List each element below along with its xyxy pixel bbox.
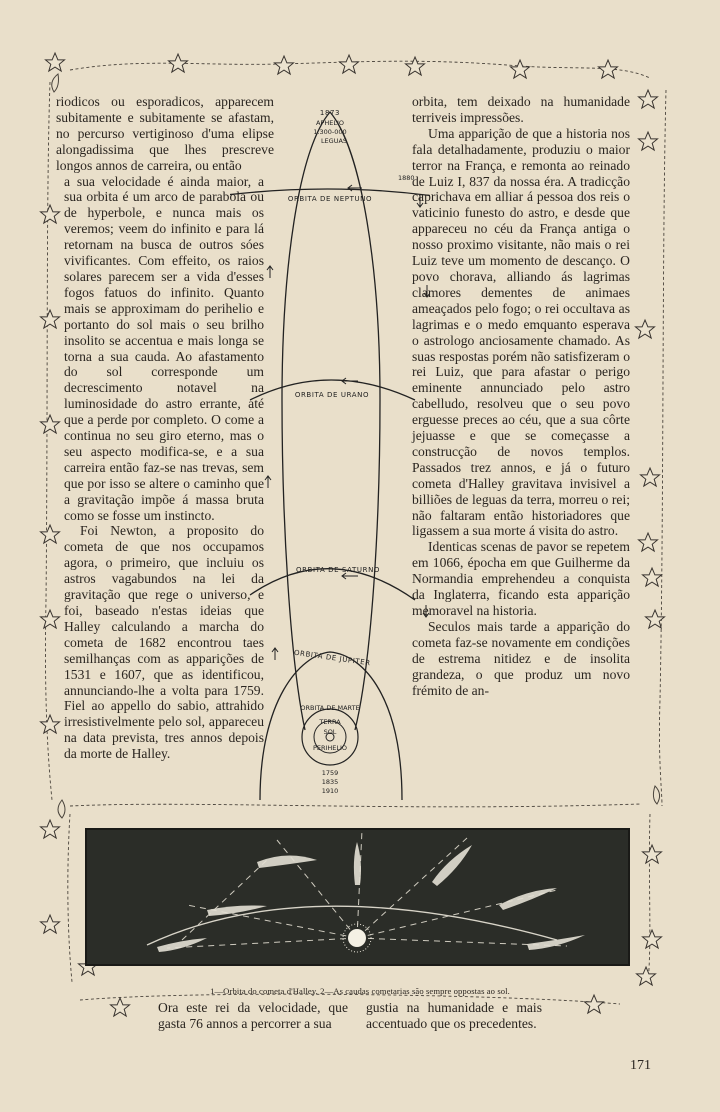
aphelion-year-label: 1873 bbox=[319, 109, 341, 117]
perihelion-label: PERIHELIO bbox=[312, 744, 348, 752]
sun-label: SOL bbox=[323, 728, 337, 736]
uranus-orbit-label: ORBITA DE URANO bbox=[294, 391, 370, 399]
right-text-column bbox=[412, 94, 630, 698]
figure-caption: 1—Orbita do cometa d'Halley. 2—As caudas cometarias são sempre oppostas ao sol. bbox=[210, 986, 510, 996]
bottom-left-text: Ora este rei da velocidade, que gasta 76 annos a percorrer a sua bbox=[158, 1000, 348, 1031]
comet-tails-illustration bbox=[85, 828, 630, 966]
halley-orbit-diagram bbox=[230, 100, 430, 820]
left-paragraph-1: riodicos ou esporadicos, apparecem subitamente e subitamente se afastam, no percurso vertiginoso d'uma elipse alongadissima que lhes prescreve longos annos de carreira, ou então bbox=[56, 94, 274, 173]
aphelion-distance-label: 1.300-000 bbox=[313, 128, 347, 136]
aphelion-unit-label: LEGUAS bbox=[320, 137, 348, 145]
mars-orbit-label: ORBITA DE MARTE bbox=[300, 704, 360, 712]
bottom-right-text: gustia na humanidade e mais accentuado que os precedentes. bbox=[366, 1000, 542, 1031]
comet-orbit-ellipse bbox=[282, 112, 380, 730]
jupiter-orbit-label: ORBITA DE JUPITER bbox=[293, 648, 372, 668]
perihelion-year-1: 1759 bbox=[321, 769, 339, 777]
year-1880-label: 1880 bbox=[398, 174, 415, 182]
perihelion-year-3: 1910 bbox=[321, 787, 339, 795]
aphelion-label: APHELIO bbox=[315, 119, 345, 127]
right-paragraph-3: Identicas scenas de pavor se repetem em 1066, épocha em que Guilherme da Normandia emprehendeu a conquista da Inglaterra, ficando esta apparição memoravel na historia. bbox=[412, 539, 630, 618]
neptune-orbit-label: ORBITA DE NEPTUNO bbox=[287, 195, 373, 203]
page-number: 171 bbox=[630, 1058, 651, 1073]
earth-label: TERRA bbox=[319, 718, 341, 726]
right-paragraph-4: Seculos mais tarde a apparição do cometa faz-se novamente em condições de estrema nitidez e de insolita grandeza, o que produz um novo frémito de an- bbox=[412, 618, 630, 698]
saturn-orbit-label: ORBITA DE SATURNO bbox=[295, 566, 381, 574]
perihelion-year-2: 1835 bbox=[321, 778, 339, 786]
right-paragraph-1: orbita, tem deixado na humanidade terriveis impressões. bbox=[412, 94, 630, 125]
right-paragraph-2: Uma apparição de que a historia nos fala detalhadamente, produziu o maior terror na França, e remonta ao reinado de Luiz I, 837 da nossa éra. A tradicção caprichava em alliar á pessoa dos reis o vaticinio funesto do astro, e desde que appareceu no céu da França antiga o nosso proximo visitante, não mais o rei Luiz teve um momento de descanço. O povo chorava, alliando ás lagrimas clamores dementes de animaes ameaçados pelo fogo; o rei occultava as lagrimas e o medo emquanto esperava o astrologo anciosamente chamado. As suas respostas porém não satisfizeram o rei Luiz, que para afastar o perigo eminente annunciado pelo astro cabelludo, resolveu que o seu povo erguesse preces ao céu, que a sua côrte jejuasse e que se começasse a construcção de novos templos. Passados trez annos, e já o futuro cometa d'Halley gravitava invisivel a billiões de leguas da terra, morreu o rei; não faltaram então historiadores que ligassem a sua morte á visita do astro. bbox=[412, 125, 630, 539]
left-paragraph-3: Foi Newton, a proposito do cometa de que nos occupamos agora, o primeiro, que incluiu os astros vagabundos na lei da gravitação que rege o universo, e foi, baseado n'estas ideias que Halley calculando a marcha do cometa de 1682 encontrou taes semilhanças com as apparições de 1531 e 1607, que as identificou, annunciando-lhe a volta para 1759. Fiel ao appello do sabio, attrahido irresistivelmente pelo sol, appareceu na data prevista, tres annos depois da morte de Halley. bbox=[64, 523, 264, 762]
comet-tails-drawing bbox=[87, 830, 630, 966]
left-paragraph-2: a sua velocidade é ainda maior, a sua orbita é um arco de parabola ou de hyperbole, e nunca mais os veremos; veem do infinito e para lá retornam na busca de outros sóes vivificantes. Com effeito, os raios solares parecem ser a vida d'esses fogos fatuos do infinito. Quanto mais se approximam do perihelio e portanto do sol mais o seu brilho insolito se accentua e mais longa se torna a sua cauda. Ao afastamento do sol corresponde um decrescimento notavel na luminosidade do astro errante, até que a perde por completo. O come a continua no seu giro eterno, mas o seu aspecto modifica-se, e a sua carreira então faz-se nas trevas, sem que por isso se altere o caminho que a gravitação impõe á massa bruta como se fosse um instincto. bbox=[64, 173, 264, 523]
